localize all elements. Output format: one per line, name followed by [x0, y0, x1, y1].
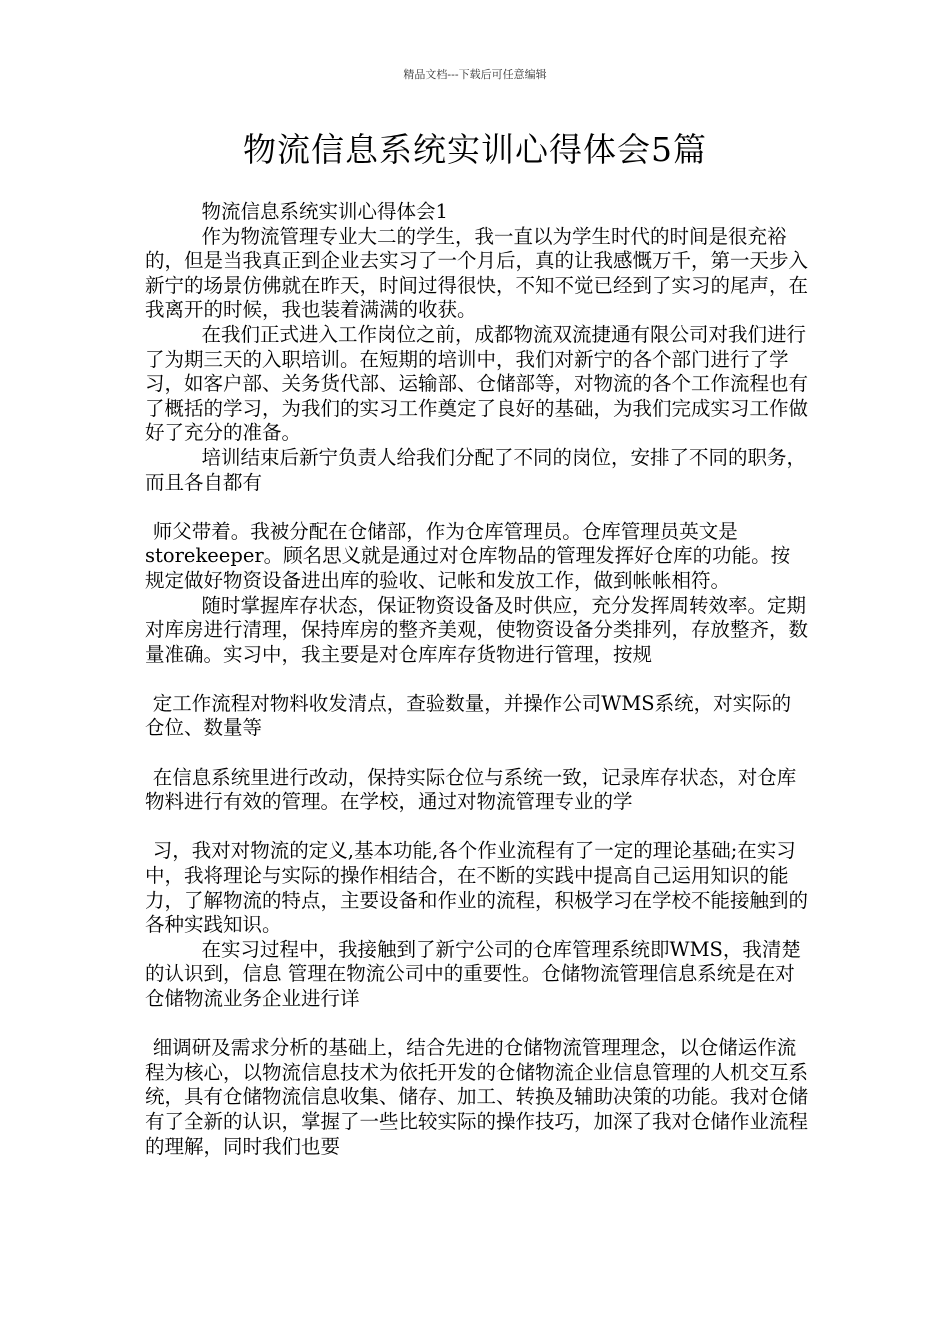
paragraph: 作为物流管理专业大二的学生，我一直以为学生时代的时间是很充裕的，但是当我真正到企业去实习了一个月后，真的让我感慨万千，第一天步入新宁的场景仿佛就在昨天，时间过得很快，不知不觉已经到了实习的尾声，在我离开的时候，我也装着满满的收获。	[145, 224, 809, 322]
section-heading: 物流信息系统实训心得体会1	[201, 200, 448, 223]
paragraph: 师父带着。我被分配在仓储部，作为仓库管理员。仓库管理员英文是storekeeper。顾名思义就是通过对仓库物品的管理发挥好仓库的功能。按规定做好物资设备进出库的验收、记帐和发放工作，做到帐帐相符。	[145, 519, 791, 592]
paragraph: 在信息系统里进行改动，保持实际仓位与系统一致，记录库存状态，对仓库物料进行有效的管理。在学校，通过对物流管理专业的学	[145, 765, 797, 814]
paragraph: 在我们正式进入工作岗位之前，成都物流双流捷通有限公司对我们进行了为期三天的入职培训。在短期的培训中，我们对新宁的各个部门进行了学习，如客户部、关务货代部、运输部、仓储部等，对物流的各个工作流程也有了概括的学习，为我们的实习工作奠定了良好的基础，为我们完成实习工作做好了充分的准备。	[145, 322, 809, 445]
paragraph: 细调研及需求分析的基础上，结合先进的仓储物流管理理念，以仓储运作流程为核心，以物流信息技术为依托开发的仓储物流企业信息管理的人机交互系统，具有仓储物流信息收集、储存、加工、转换及辅助决策的功能。我对仓储有了全新的认识，掌握了一些比较实际的操作技巧，加深了我对仓储作业流程的理解，同时我们也要	[145, 1036, 809, 1158]
paragraph: 培训结束后新宁负责人给我们分配了不同的岗位，安排了不同的职务，而且各自都有	[145, 445, 807, 494]
document-title: 物流信息系统实训心得体会5篇	[243, 130, 707, 169]
paragraph: 习，我对对物流的定义,基本功能,各个作业流程有了一定的理论基础;在实习中，我将理论与实际的操作相结合，在不断的实践中提高自己运用知识的能力，了解物流的特点，主要设备和作业的流程，积极学习在学校不能接触到的各种实践知识。	[145, 839, 809, 937]
paragraph: 随时掌握库存状态，保证物资设备及时供应，充分发挥周转效率。定期对库房进行清理，保持库房的整齐美观，使物资设备分类排列，存放整齐，数量准确。实习中，我主要是对仓库库存货物进行管理，按规	[145, 593, 809, 666]
page-header-note: 精品文档---下载后可任意编辑	[403, 68, 547, 81]
document-body	[145, 200, 809, 1159]
paragraph: 在实习过程中，我接触到了新宁公司的仓库管理系统即WMS，我清楚的认识到，信息 管理在物流公司中的重要性。仓储物流管理信息系统是在对仓储物流业务企业进行详	[145, 937, 801, 1010]
paragraph: 定工作流程对物料收发清点，查验数量，并操作公司WMS系统，对实际的仓位、数量等	[145, 691, 792, 740]
